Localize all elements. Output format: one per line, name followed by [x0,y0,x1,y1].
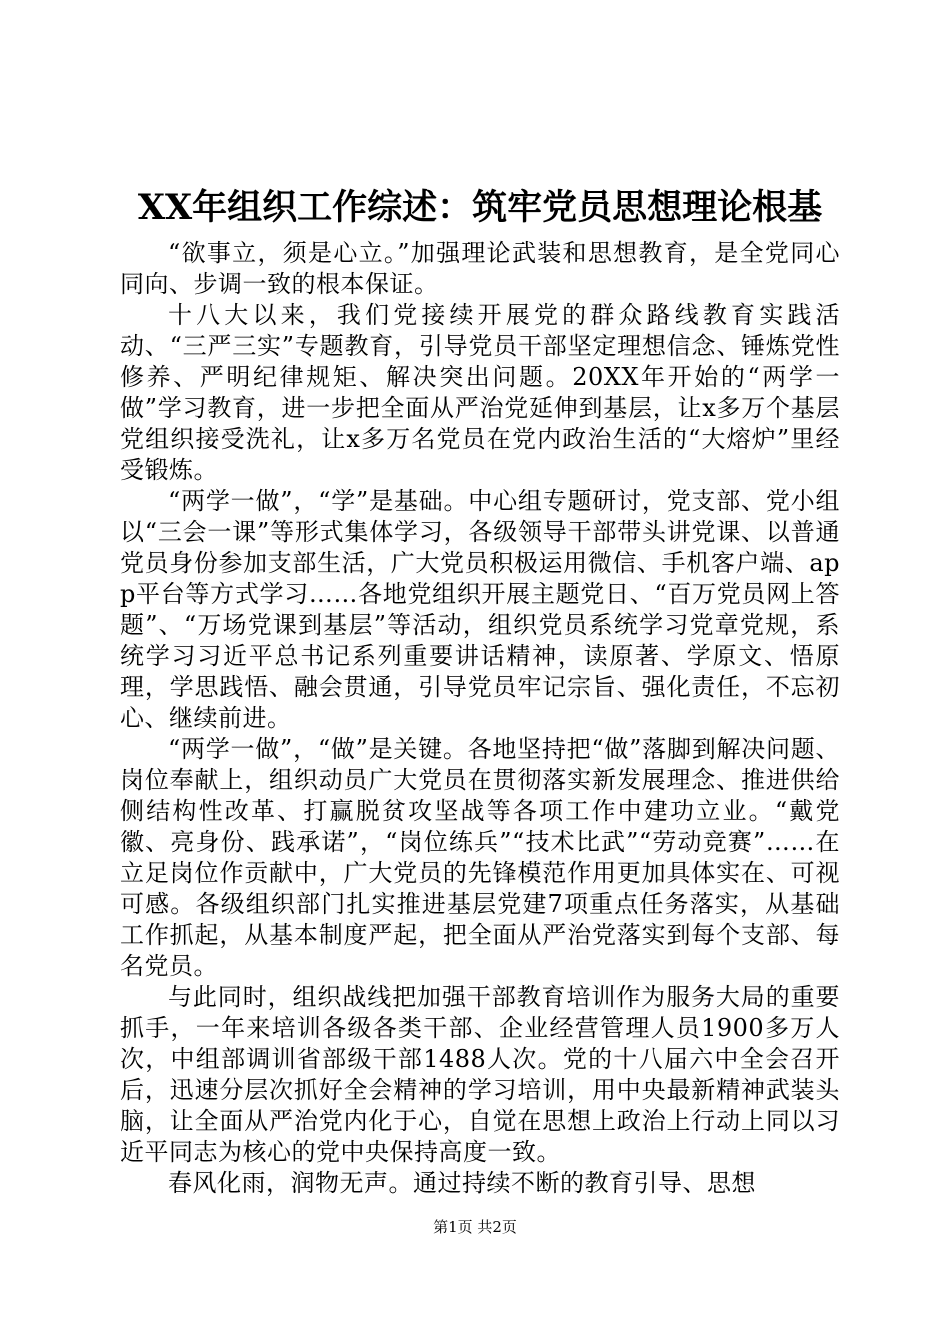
document-title: XX年组织工作综述：筑牢党员思想理论根基 [137,187,823,228]
paragraph-2: 十八大以来，我们党接续开展党的群众路线教育实践活动、“三严三实”专题教育，引导党员干部坚定理想信念、锤炼党性修养、严明纪律规矩、解决突出问题。20XX年开始的“两学一做”学习教育，进一步把全面从严治党延伸到基层，让x多万个基层党组织接受洗礼，让x多万名党员在党内政治生活的“大熔炉”里经受锻炼。 [120,301,840,484]
page-footer: 第1页 共2页 [433,1218,517,1236]
paragraph-4: “两学一做”，“做”是关键。各地坚持把“做”落脚到解决问题、岗位奉献上，组织动员广大党员在贯彻落实新发展理念、推进供给侧结构性改革、打赢脱贫攻坚战等各项工作中建功立业。“戴党徽、亮身份、践承诺”，“岗位练兵”“技术比武”“劳动竞赛”……在立足岗位作贡献中，广大党员的先锋模范作用更加具体实在、可视可感。各级组织部门扎实推进基层党建7项重点任务落实，从基础工作抓起，从基本制度严起，把全面从严治党落实到每个支部、每名党员。 [120,735,840,980]
paragraph-6: 春风化雨，润物无声。通过持续不断的教育引导、思想 [168,1169,756,1197]
paragraph-3: “两学一做”，“学”是基础。中心组专题研讨，党支部、党小组以“三会一课”等形式集体学习，各级领导干部带头讲党课、以普通党员身份参加支部生活，广大党员积极运用微信、手机客户端、app平台等方式学习……各地党组织开展主题党日、“百万党员网上答题”、“万场党课到基层”等活动，组织党员系统学习党章党规，系统学习习近平总书记系列重要讲话精神，读原著、学原文、悟原理，学思践悟、融会贯通，引导党员牢记宗旨、强化责任，不忘初心、继续前进。 [120,487,840,732]
document-body [120,238,840,1199]
paragraph-1: “欲事立，须是心立。”加强理论武装和思想教育，是全党同心同向、步调一致的根本保证。 [120,239,840,298]
paragraph-5: 与此同时，组织战线把加强干部教育培训作为服务大局的重要抓手，一年来培训各级各类干部、企业经营管理人员1900多万人次，中组部调训省部级干部1488人次。党的十八届六中全会召开后，迅速分层次抓好全会精神的学习培训，用中央最新精神武装头脑，让全面从严治党内化于心，自觉在思想上政治上行动上同以习近平同志为核心的党中央保持高度一致。 [120,983,840,1166]
